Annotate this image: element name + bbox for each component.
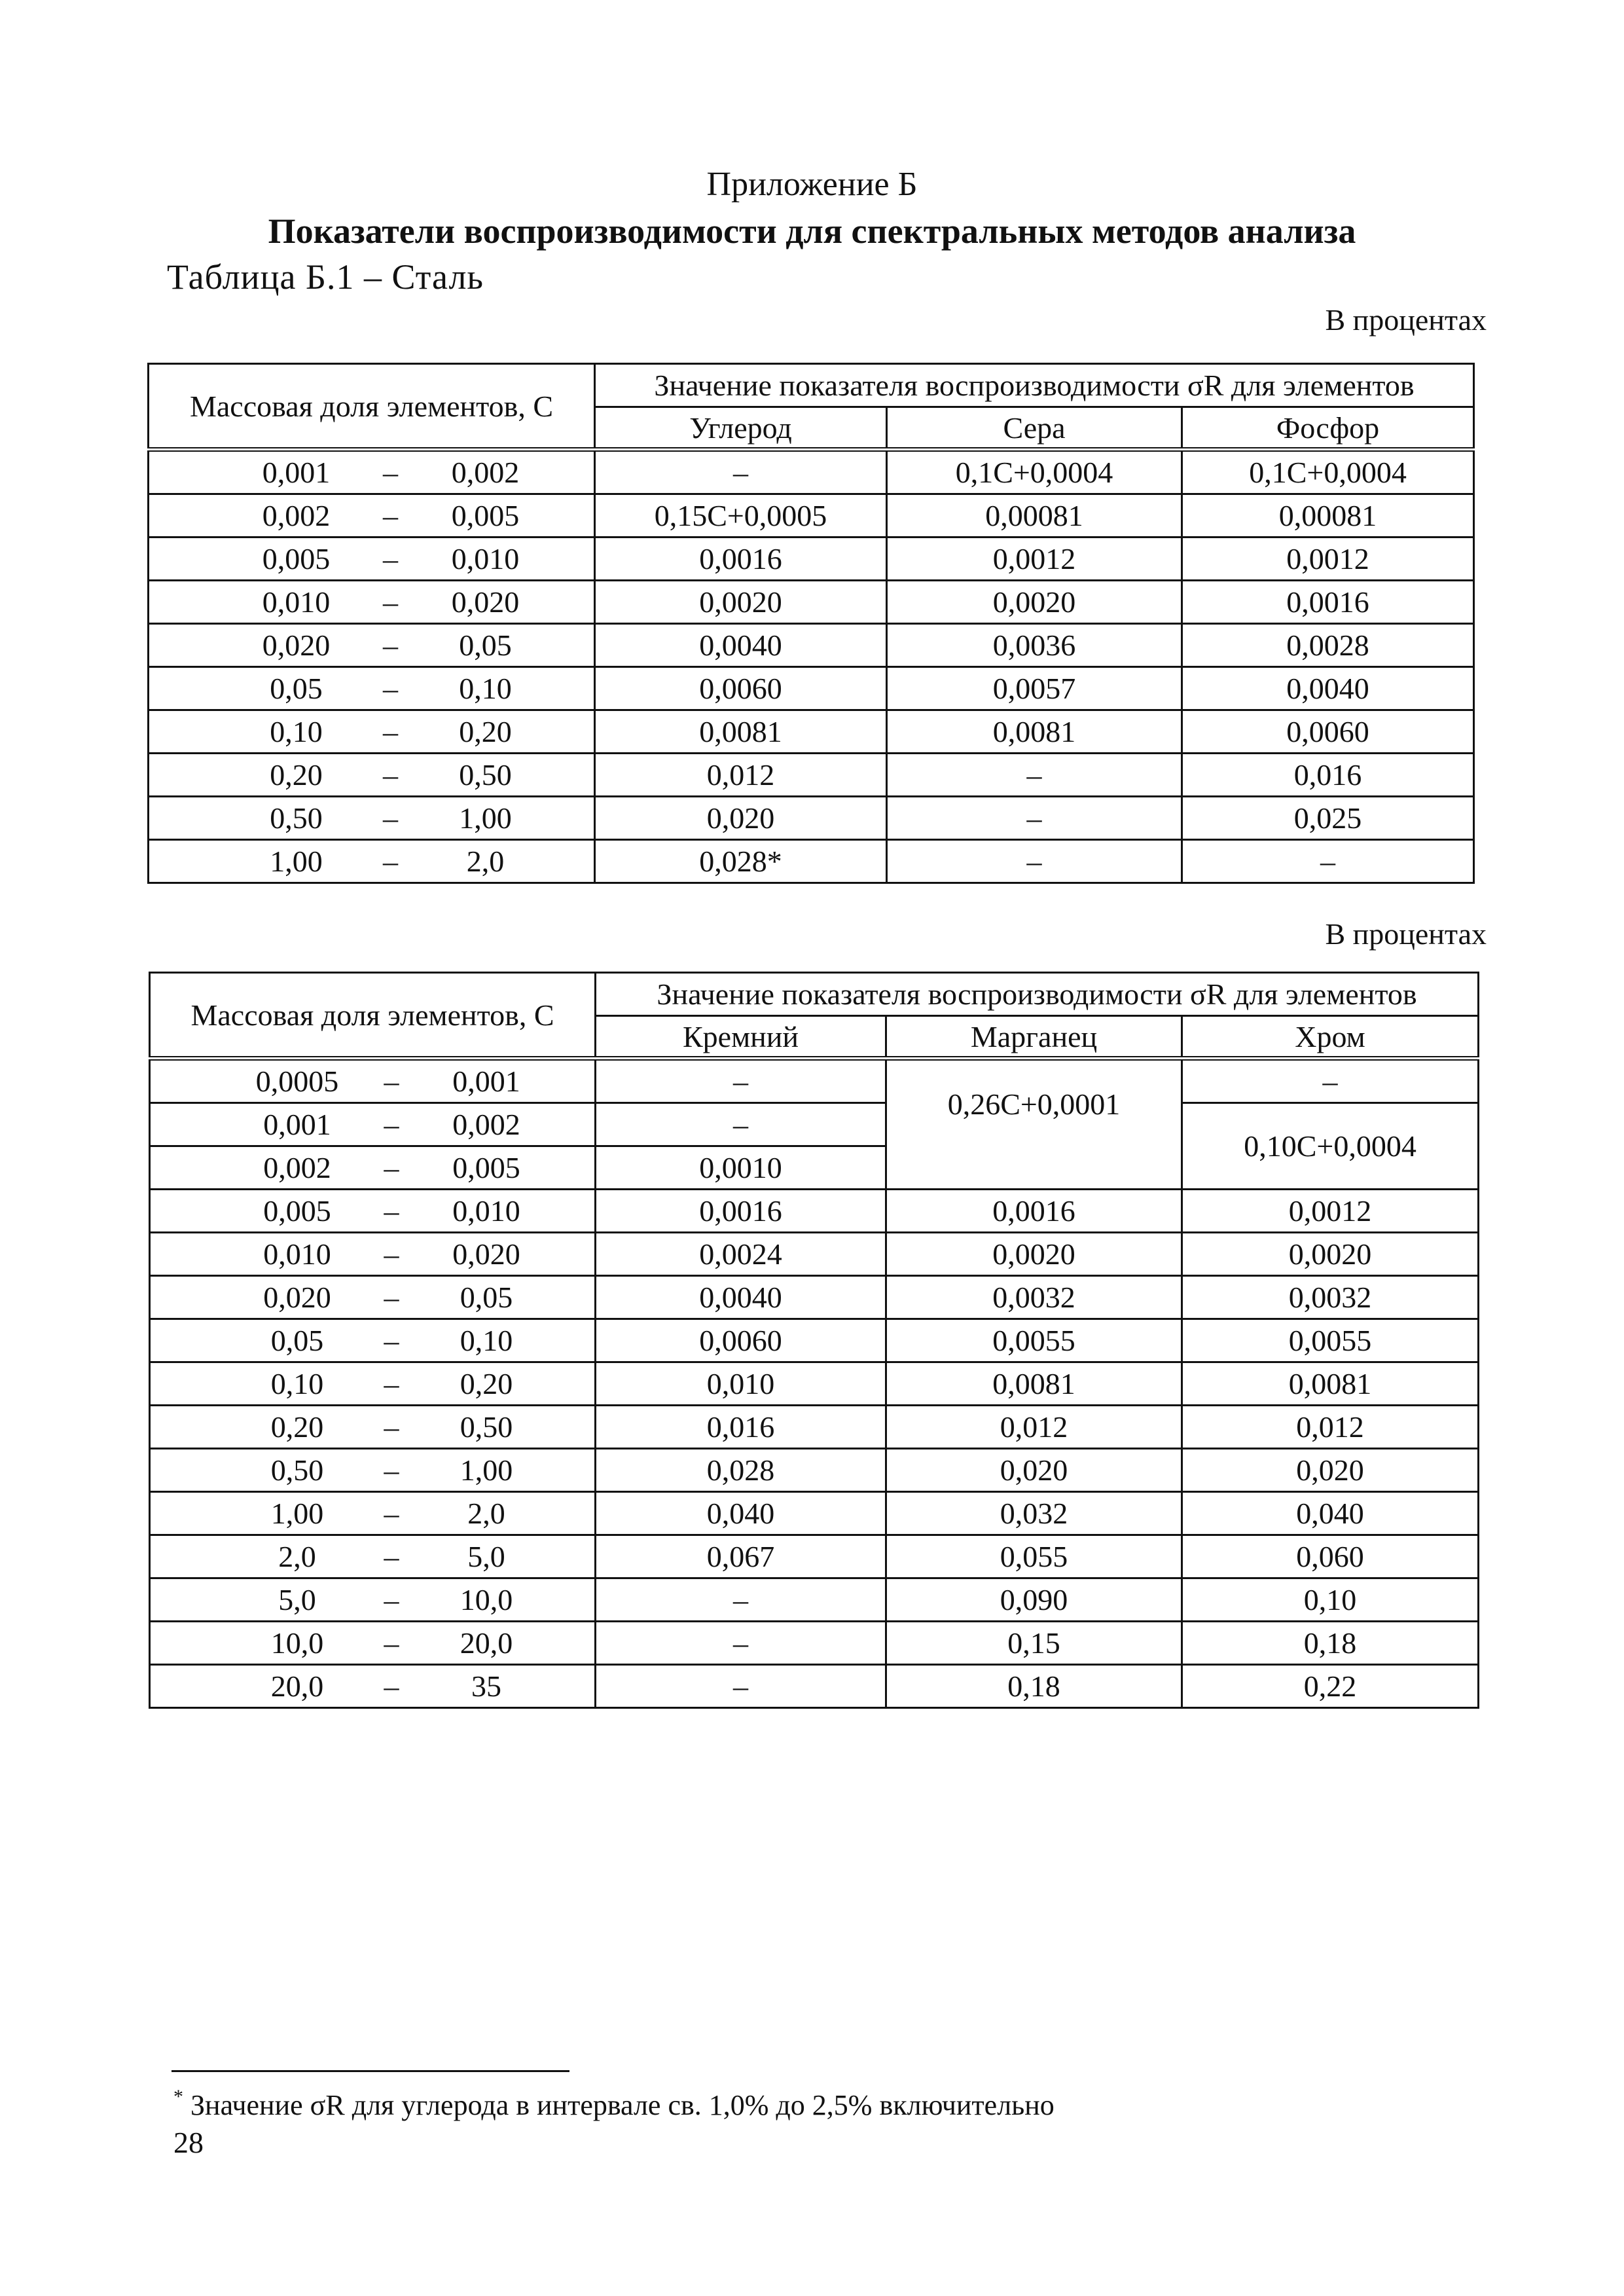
range-to: 0,10 [459, 672, 512, 705]
range-from: 20,0 [270, 1669, 324, 1703]
range-dash: – [384, 1151, 399, 1184]
value-cell: 0,0012 [887, 538, 1182, 581]
range-to: 10,0 [460, 1583, 513, 1616]
value-cell: 0,020 [1182, 1449, 1479, 1492]
mass-range [150, 1276, 596, 1319]
table1-mass-header: Массовая доля элементов, C [149, 364, 595, 450]
table1-col-carbon: Углерод [595, 407, 887, 450]
value-cell: 0,0081 [886, 1362, 1182, 1406]
value-cell: – [596, 1665, 886, 1708]
merged-chromium-cell: 0,10C+0,0004 [1182, 1103, 1479, 1190]
value-cell: 0,016 [1182, 754, 1474, 797]
range-dash: – [384, 1324, 399, 1357]
value-cell: – [887, 797, 1182, 840]
range-from: 0,05 [270, 1324, 324, 1357]
mass-range [149, 624, 595, 667]
table2-col-manganese: Марганец [886, 1016, 1182, 1059]
table-row [149, 710, 1474, 754]
range-from: 0,50 [270, 801, 323, 835]
range-from: 1,00 [270, 845, 323, 878]
value-cell: – [596, 1059, 886, 1103]
value-cell: 0,028* [595, 840, 887, 883]
mass-range [150, 1492, 596, 1535]
range-dash: – [383, 629, 398, 662]
mass-range [150, 1578, 596, 1622]
table-row [149, 754, 1474, 797]
mass-range [150, 1535, 596, 1578]
range-dash: – [384, 1237, 399, 1271]
mass-range [150, 1059, 596, 1103]
table-row [149, 538, 1474, 581]
mass-range [149, 667, 595, 710]
value-cell: 0,0081 [595, 710, 887, 754]
value-cell: 0,0055 [1182, 1319, 1479, 1362]
footnote-marker: * [173, 2086, 183, 2107]
value-cell: 0,040 [596, 1492, 886, 1535]
value-cell: – [887, 840, 1182, 883]
mass-range [149, 710, 595, 754]
range-from: 0,10 [270, 1367, 324, 1400]
mass-range [150, 1362, 596, 1406]
range-to: 0,05 [460, 1281, 513, 1314]
page-number: 28 [173, 2126, 204, 2159]
range-to: 0,002 [452, 1108, 520, 1141]
range-to: 0,020 [451, 585, 520, 619]
mass-range [150, 1449, 596, 1492]
value-cell: 0,0016 [886, 1190, 1182, 1233]
value-cell: 0,0060 [596, 1319, 886, 1362]
range-to: 20,0 [460, 1626, 513, 1660]
range-dash: – [384, 1453, 399, 1487]
range-from: 5,0 [278, 1583, 316, 1616]
range-dash: – [383, 758, 398, 792]
value-cell: – [596, 1622, 886, 1665]
value-cell: 0,0020 [595, 581, 887, 624]
value-cell: 0,0040 [595, 624, 887, 667]
table-caption: Таблица Б.1 – Сталь [167, 257, 484, 297]
range-dash: – [383, 672, 398, 705]
value-cell: – [1182, 1059, 1479, 1103]
range-from: 0,010 [263, 1237, 331, 1271]
value-cell: 0,0012 [1182, 538, 1474, 581]
range-to: 0,020 [452, 1237, 520, 1271]
mass-range [149, 581, 595, 624]
footnote-separator [171, 2070, 569, 2072]
table-row [150, 1622, 1479, 1665]
footnote [173, 2086, 1055, 2122]
range-dash: – [383, 715, 398, 748]
range-dash: – [384, 1583, 399, 1616]
value-cell: 0,0060 [595, 667, 887, 710]
value-cell: 0,055 [886, 1535, 1182, 1578]
table2-col-silicon: Кремний [596, 1016, 886, 1059]
range-to: 0,010 [452, 1194, 520, 1228]
mass-range [150, 1233, 596, 1276]
value-cell: – [596, 1103, 886, 1146]
value-cell: 0,00081 [887, 494, 1182, 538]
table-row [150, 1103, 1479, 1146]
range-dash: – [384, 1194, 399, 1228]
value-cell: 0,0016 [596, 1190, 886, 1233]
table-row [149, 840, 1474, 883]
range-to: 1,00 [460, 1453, 513, 1487]
value-cell: 0,0040 [1182, 667, 1474, 710]
value-cell: 0,040 [1182, 1492, 1479, 1535]
table-row [150, 1449, 1479, 1492]
table1-col-phosphorus: Фосфор [1182, 407, 1474, 450]
value-cell: 0,0012 [1182, 1190, 1479, 1233]
value-cell: 0,1C+0,0004 [1182, 450, 1474, 494]
value-cell: 0,032 [886, 1492, 1182, 1535]
range-to: 2,0 [467, 1497, 505, 1530]
table-row [149, 624, 1474, 667]
table-steel-silicon-manganese-chromium [149, 972, 1479, 1709]
value-cell: 0,1C+0,0004 [887, 450, 1182, 494]
value-cell: 0,18 [886, 1665, 1182, 1708]
merged-manganese-cell: 0,26C+0,0001 [886, 1059, 1182, 1190]
value-cell: – [1182, 840, 1474, 883]
value-cell: 0,012 [1182, 1406, 1479, 1449]
table1-value-header: Значение показателя воспроизводимости σR для элементов [595, 364, 1474, 407]
mass-range [150, 1190, 596, 1233]
table-row [149, 667, 1474, 710]
value-cell: 0,060 [1182, 1535, 1479, 1578]
value-cell: 0,0028 [1182, 624, 1474, 667]
range-from: 0,002 [263, 1151, 331, 1184]
range-from: 0,020 [263, 1281, 331, 1314]
table-row [150, 1059, 1479, 1103]
table-row [149, 494, 1474, 538]
table-row [149, 581, 1474, 624]
range-dash: – [384, 1626, 399, 1660]
value-cell: 0,0020 [886, 1233, 1182, 1276]
value-cell: 0,067 [596, 1535, 886, 1578]
table-row [150, 1362, 1479, 1406]
range-dash: – [383, 542, 398, 575]
range-to: 1,00 [459, 801, 512, 835]
table1-col-sulfur: Сера [887, 407, 1182, 450]
range-dash: – [383, 456, 398, 489]
range-from: 0,10 [270, 715, 323, 748]
mass-range [150, 1665, 596, 1708]
range-to: 0,001 [452, 1065, 520, 1098]
range-dash: – [384, 1108, 399, 1141]
range-from: 0,005 [263, 1194, 331, 1228]
unit-label-table2: В процентах [1325, 917, 1487, 951]
table-row [150, 1492, 1479, 1535]
table2-col-chromium: Хром [1182, 1016, 1479, 1059]
table-row [149, 450, 1474, 494]
value-cell: – [887, 754, 1182, 797]
table-row [150, 1190, 1479, 1233]
mass-range [150, 1146, 596, 1190]
value-cell: 0,0016 [1182, 581, 1474, 624]
value-cell: 0,016 [596, 1406, 886, 1449]
range-dash: – [384, 1669, 399, 1703]
value-cell: 0,020 [886, 1449, 1182, 1492]
table-row [150, 1578, 1479, 1622]
value-cell: 0,0036 [887, 624, 1182, 667]
value-cell: 0,0032 [1182, 1276, 1479, 1319]
range-dash: – [384, 1367, 399, 1400]
table-row [150, 1233, 1479, 1276]
footnote-text: Значение σR для углерода в интервале св. 1,0% до 2,5% включительно [190, 2089, 1055, 2121]
range-from: 0,020 [262, 629, 331, 662]
mass-range [149, 840, 595, 883]
range-to: 0,05 [459, 629, 512, 662]
value-cell: 0,028 [596, 1449, 886, 1492]
range-to: 0,002 [451, 456, 520, 489]
range-dash: – [383, 585, 398, 619]
value-cell: – [595, 450, 887, 494]
mass-range [150, 1406, 596, 1449]
range-dash: – [384, 1540, 399, 1573]
value-cell: 0,0040 [596, 1276, 886, 1319]
unit-label-table1: В процентах [1325, 303, 1487, 337]
range-from: 0,0005 [255, 1065, 339, 1098]
range-from: 0,001 [262, 456, 331, 489]
table-row [150, 1406, 1479, 1449]
range-to: 5,0 [467, 1540, 505, 1573]
range-dash: – [384, 1410, 399, 1444]
range-to: 35 [471, 1669, 501, 1703]
range-dash: – [384, 1065, 399, 1098]
value-cell: 0,0020 [887, 581, 1182, 624]
table2-value-header: Значение показателя воспроизводимости σR для элементов [596, 973, 1479, 1016]
range-to: 2,0 [466, 845, 505, 878]
value-cell: 0,00081 [1182, 494, 1474, 538]
value-cell: 0,0020 [1182, 1233, 1479, 1276]
value-cell: 0,22 [1182, 1665, 1479, 1708]
range-from: 0,005 [262, 542, 331, 575]
range-from: 0,05 [270, 672, 323, 705]
mass-range [149, 494, 595, 538]
range-dash: – [384, 1281, 399, 1314]
value-cell: 0,090 [886, 1578, 1182, 1622]
value-cell: 0,012 [886, 1406, 1182, 1449]
range-dash: – [383, 801, 398, 835]
value-cell: 0,010 [596, 1362, 886, 1406]
mass-range [149, 538, 595, 581]
value-cell: 0,0032 [886, 1276, 1182, 1319]
value-cell: 0,0057 [887, 667, 1182, 710]
range-to: 0,20 [459, 715, 512, 748]
range-from: 1,00 [270, 1497, 324, 1530]
range-from: 0,50 [270, 1453, 324, 1487]
range-to: 0,50 [459, 758, 512, 792]
range-from: 0,010 [262, 585, 331, 619]
range-to: 0,10 [460, 1324, 513, 1357]
value-cell: 0,10 [1182, 1578, 1479, 1622]
range-to: 0,20 [460, 1367, 513, 1400]
mass-range [149, 450, 595, 494]
mass-range [149, 797, 595, 840]
value-cell: 0,0010 [596, 1146, 886, 1190]
value-cell: 0,0055 [886, 1319, 1182, 1362]
range-from: 0,20 [270, 758, 323, 792]
table-row [150, 1665, 1479, 1708]
mass-range [149, 754, 595, 797]
value-cell: 0,0081 [887, 710, 1182, 754]
mass-range [150, 1622, 596, 1665]
table-row [150, 1535, 1479, 1578]
range-from: 2,0 [278, 1540, 316, 1573]
appendix-title: Приложение Б [706, 166, 918, 203]
range-from: 0,20 [270, 1410, 324, 1444]
range-from: 10,0 [270, 1626, 324, 1660]
table-row [150, 1276, 1479, 1319]
value-cell: – [596, 1578, 886, 1622]
value-cell: 0,0060 [1182, 710, 1474, 754]
range-to: 0,005 [451, 499, 520, 532]
value-cell: 0,025 [1182, 797, 1474, 840]
mass-range [150, 1319, 596, 1362]
range-dash: – [384, 1497, 399, 1530]
value-cell: 0,020 [595, 797, 887, 840]
range-dash: – [383, 499, 398, 532]
table2-mass-header: Массовая доля элементов, C [150, 973, 596, 1059]
range-to: 0,50 [460, 1410, 513, 1444]
table-row [149, 797, 1474, 840]
mass-range [150, 1103, 596, 1146]
value-cell: 0,18 [1182, 1622, 1479, 1665]
value-cell: 0,0016 [595, 538, 887, 581]
range-from: 0,001 [263, 1108, 331, 1141]
value-cell: 0,15 [886, 1622, 1182, 1665]
range-to: 0,010 [451, 542, 520, 575]
range-from: 0,002 [262, 499, 331, 532]
range-to: 0,005 [452, 1151, 520, 1184]
page-heading: Показатели воспроизводимости для спектральных методов анализа [268, 211, 1356, 251]
value-cell: 0,0024 [596, 1233, 886, 1276]
value-cell: 0,15C+0,0005 [595, 494, 887, 538]
value-cell: 0,012 [595, 754, 887, 797]
table-steel-carbon-sulfur-phosphorus [147, 363, 1475, 884]
range-dash: – [383, 845, 398, 878]
table-row [150, 1319, 1479, 1362]
value-cell: 0,0081 [1182, 1362, 1479, 1406]
